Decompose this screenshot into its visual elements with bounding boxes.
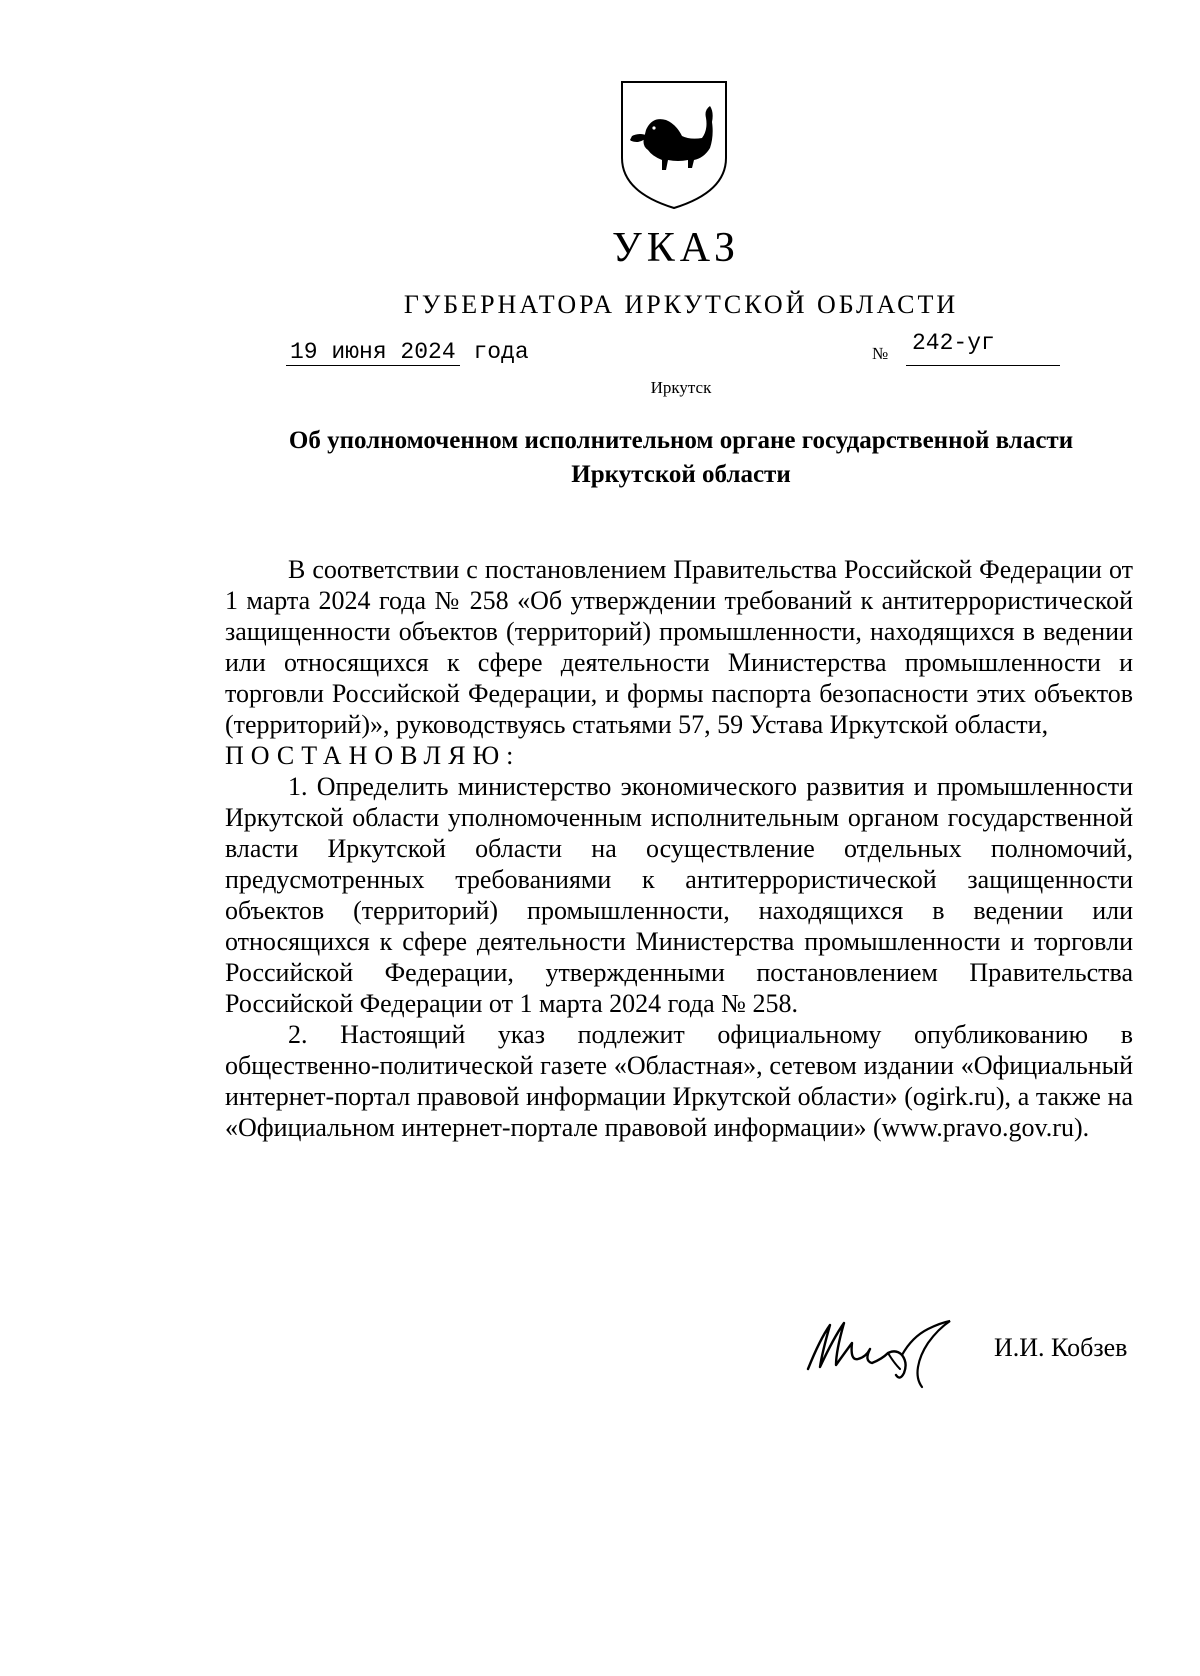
title-line-2: Иркутской области	[571, 461, 791, 488]
document-body	[225, 554, 1133, 1143]
number-value: 242-уг	[912, 330, 995, 356]
date-value: 19 июня 2024	[286, 339, 460, 366]
preamble-paragraph: В соответствии с постановлением Правительства Российской Федерации от 1 марта 2024 года № 258 «Об утверждении требований к антитеррористической защищенности объектов (территорий) промышленности, находящихся в ведении или относящихся к сфере деятельности Министерства промышленности и торговли Российской Федерации, и формы паспорта безопасности этих объектов (территорий)», руководствуясь статьями 57, 59 Устава Иркутской области,	[225, 555, 1133, 739]
document-city: Иркутск	[650, 378, 712, 397]
item-1-paragraph: 1. Определить министерство экономического развития и промышленности Иркутской области уполномоченным исполнительным органом государственной власти Иркутской области на осуществление отдельных полномочий, предусмотренных требованиями к антитеррористической защищенности объектов (территорий) промышленности, находящихся в ведении или относящихся к сфере деятельности Министерства промышленности и торговли Российской Федерации, утвержденными постановлением Правительства Российской Федерации от 1 марта 2024 года № 258.	[225, 772, 1133, 1018]
handwritten-signature-icon	[800, 1303, 990, 1393]
item-2-paragraph: 2. Настоящий указ подлежит официальному опубликованию в общественно-политической газете «Областная», сетевом издании «Официальный интернет-портал правовой информации Иркутской области» (ogirk.ru), а также на «Официальном интернет-портале правовой информации» (www.pravo.gov.ru).	[225, 1020, 1133, 1142]
document-type: УКАЗ	[611, 225, 741, 271]
date-suffix: года	[473, 339, 529, 365]
document-number	[872, 330, 1062, 370]
decree-word: ПОСТАНОВЛЯЮ:	[225, 741, 521, 770]
signer-name: И.И. Кобзев	[994, 1333, 1128, 1362]
document-date	[290, 337, 529, 367]
number-sign: №	[872, 344, 889, 363]
document-title	[200, 424, 1162, 492]
document-issuer: ГУБЕРНАТОРА ИРКУТСКОЙ ОБЛАСТИ	[403, 290, 959, 319]
title-line-1: Об уполномоченном исполнительном органе государственной власти	[288, 427, 1074, 454]
coat-of-arms-icon	[618, 80, 730, 210]
number-underline	[906, 365, 1060, 366]
